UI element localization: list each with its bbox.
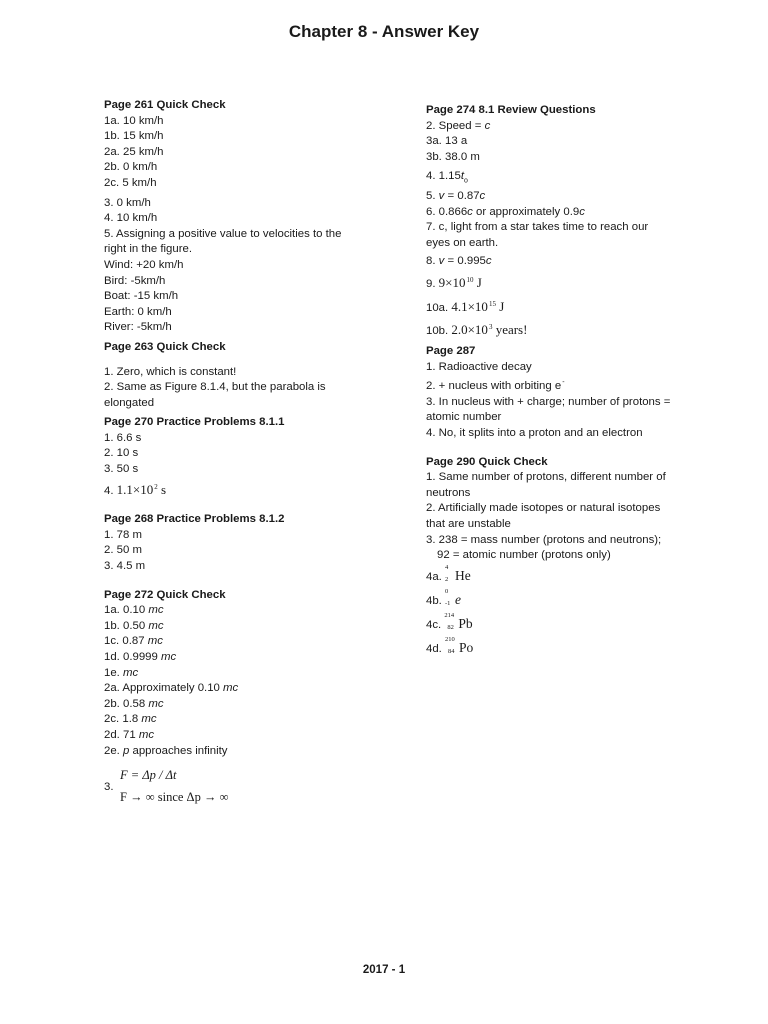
- answer-line: 3b. 38.0 m: [426, 150, 480, 163]
- answer-line: 7. c, light from a star takes time to reach our eyes on earth.: [426, 221, 649, 250]
- section-heading: Page 261 Quick Check: [104, 99, 226, 111]
- answer-line: Bird: -5km/h: [104, 274, 166, 287]
- answer-line: 2b. 0.58 mc: [104, 697, 164, 710]
- isotope-line: 4c. 214 82 Pb: [426, 611, 473, 631]
- section-page-274: [426, 103, 686, 340]
- answer-line: 10b. $2.0\times 10^3$ years!: [426, 322, 528, 338]
- answer-line: 3. 238 = mass number (protons and neutrons);: [426, 533, 662, 546]
- isotope-symbol: 210 84 Po: [445, 635, 474, 655]
- answer-line: Earth: 0 km/h: [104, 305, 172, 318]
- answer-line: 9. $9\times 10^{10}$ J: [426, 275, 482, 291]
- answer-line: 2a. 25 km/h: [104, 145, 164, 158]
- answer-line: 2. 10 s: [104, 447, 139, 460]
- answer-line: 2. + nucleus with orbiting e-: [426, 379, 565, 393]
- answer-line: Boat: -15 km/h: [104, 290, 179, 303]
- answer-line: 1a. 10 km/h: [104, 114, 164, 127]
- answer-line: 6. 0.866c or approximately 0.9c: [426, 205, 585, 218]
- answer-line: 2. 50 m: [104, 544, 142, 557]
- answer-label: 4.: [104, 484, 114, 497]
- answer-math: $1.1\times 10^2$ s: [116, 481, 167, 497]
- section-page-261: [104, 98, 364, 336]
- answer-line: 4. 10 km/h: [104, 212, 158, 225]
- answer-line: 3. 4.5 m: [104, 560, 146, 573]
- answer-line: 2. Artificially made isotopes or natural isotopes that are unstable: [426, 502, 661, 530]
- isotope-line: 4d. 210 84 Po: [426, 635, 474, 655]
- answer-line: 1e. mc: [104, 666, 139, 679]
- answer-line: 2. Same as Figure 8.1.4, but the parabola is elongated: [104, 381, 326, 409]
- section-page-272: [104, 588, 364, 809]
- answer-line: 3a. 13 a: [426, 135, 468, 148]
- answer-line: 3. 50 s: [104, 463, 139, 476]
- section-heading: Page 270 Practice Problems 8.1.1: [104, 416, 285, 429]
- answer-line: 8. v = 0.995c: [426, 254, 492, 267]
- answer-line: 5. Assigning a positive value to velocities to the right in the figure.: [104, 227, 342, 256]
- answer-line: 1. 78 m: [104, 528, 142, 541]
- answer-line: 1. Same number of protons, different number of neutrons: [426, 471, 666, 499]
- section-page-263: [104, 340, 364, 411]
- answer-line: 1b. 15 km/h: [104, 130, 164, 143]
- section-heading: Page 290 Quick Check: [426, 455, 548, 468]
- equation-line: F → ∞ since Δp → ∞: [120, 790, 229, 805]
- section-page-270: [104, 415, 364, 499]
- answer-line: 1c. 0.87 mc: [104, 635, 163, 648]
- section-heading: Page 263 Quick Check: [104, 340, 226, 353]
- section-heading: Page 287: [426, 345, 476, 357]
- section-page-290: [426, 455, 686, 664]
- equation-block: [104, 768, 364, 808]
- isotope-symbol: 4 2 He: [445, 563, 471, 583]
- answer-line: 1. 6.6 s: [104, 431, 142, 444]
- answer-line: 1b. 0.50 mc: [104, 619, 164, 632]
- answer-line: 1. Radioactive decay: [426, 360, 532, 373]
- answer-line: 92 = atomic number (protons only): [437, 549, 611, 562]
- section-heading: Page 272 Quick Check: [104, 588, 226, 601]
- page-footer: 2017 - 1: [362, 964, 406, 976]
- answer-line: [104, 480, 364, 500]
- answer-line: 10a. $4.1\times 10^{15}$ J: [426, 298, 505, 314]
- right-column: [426, 103, 686, 664]
- isotope-symbol: 214 82 Pb: [444, 611, 473, 631]
- answer-line: 4. No, it splits into a proton and an electron: [426, 426, 643, 439]
- answer-line: 5. v = 0.87c: [426, 190, 486, 203]
- answer-line: 2b. 0 km/h: [104, 161, 158, 174]
- equation-line: F = Δp / Δt: [120, 768, 177, 783]
- answer-line: 2d. 71 mc: [104, 728, 155, 741]
- left-column: [104, 98, 364, 808]
- isotope-line: 4b. 0 -1 e: [426, 587, 462, 607]
- section-page-287: [426, 344, 686, 442]
- answer-line: 2c. 1.8 mc: [104, 713, 157, 726]
- answer-line: Wind: +20 km/h: [104, 258, 184, 271]
- isotope-symbol: 0 -1 e: [445, 587, 462, 607]
- answer-line: 4. $1.15t_o$: [426, 170, 468, 185]
- isotope-line: 4a. 4 2 He: [426, 563, 471, 583]
- section-heading: Page 268 Practice Problems 8.1.2: [104, 513, 285, 526]
- answer-line: 2c. 5 km/h: [104, 176, 157, 189]
- answer-line: 1. Zero, which is constant!: [104, 365, 237, 378]
- answer-line: 2a. Approximately 0.10 mc: [104, 682, 239, 695]
- section-page-268: [104, 512, 364, 574]
- section-heading: Page 274 8.1 Review Questions: [426, 104, 596, 116]
- page-title: Chapter 8 - Answer Key: [288, 22, 480, 41]
- answer-label: 3.: [104, 781, 114, 794]
- answer-line: 1d. 0.9999 mc: [104, 651, 177, 663]
- answer-line: 2. Speed = c: [426, 119, 491, 132]
- answer-line: River: -5km/h: [104, 321, 172, 334]
- answer-line: 1a. 0.10 mc: [104, 604, 164, 617]
- answer-line: 2e. p approaches infinity: [104, 744, 228, 757]
- answer-line: 3. In nucleus with + charge; number of protons = atomic number: [426, 395, 671, 424]
- answer-line: 3. 0 km/h: [104, 196, 151, 209]
